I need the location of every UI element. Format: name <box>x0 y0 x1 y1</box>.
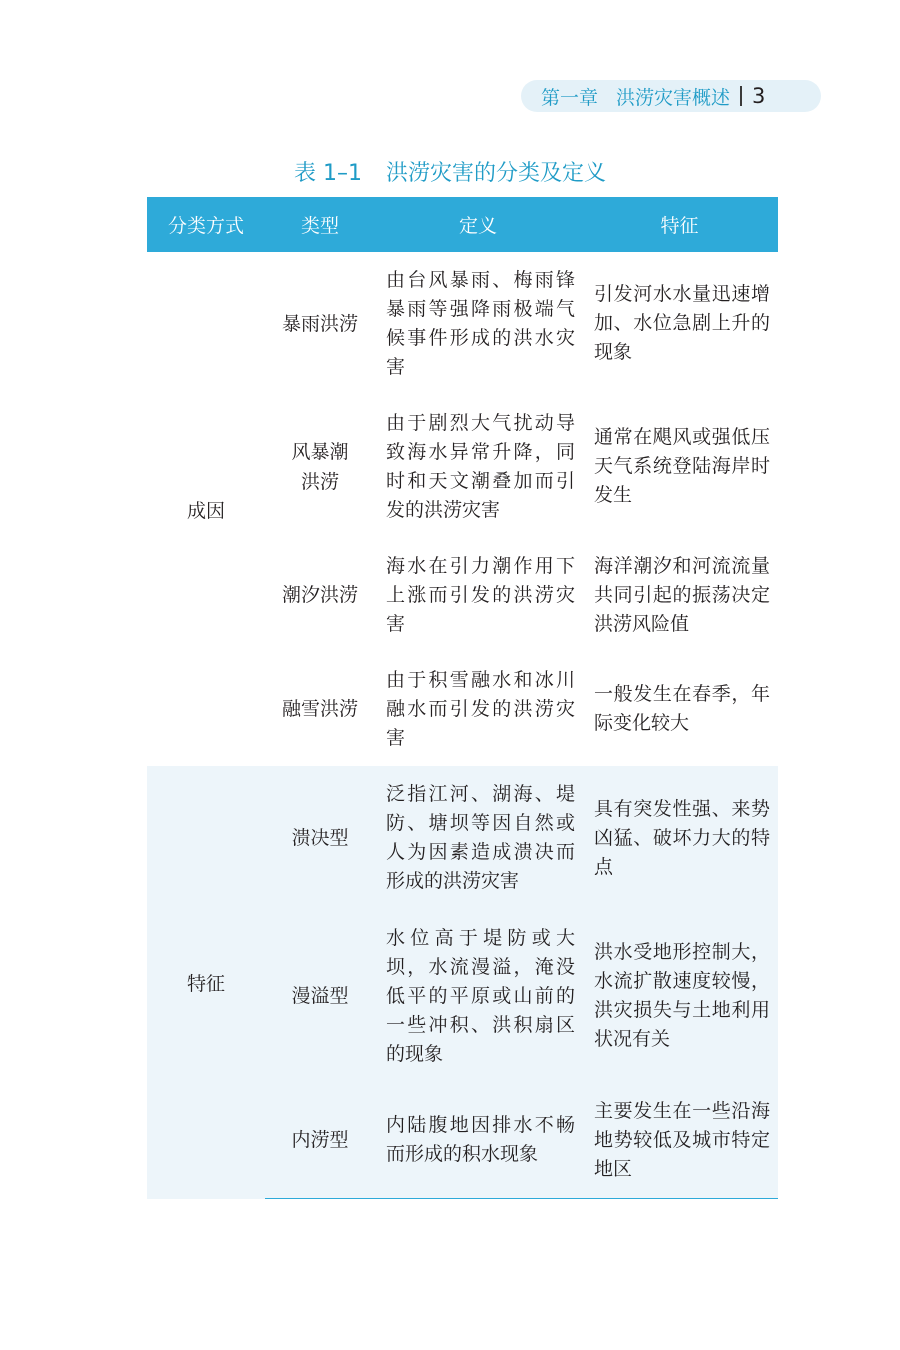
feature-cell: 引发河水水量迅速增加、水位急剧上升的现象 <box>594 283 770 363</box>
running-header <box>521 80 821 112</box>
column-header-feature: 特征 <box>581 197 778 252</box>
chapter-title: 洪涝灾害概述 <box>616 86 731 109</box>
type-cell: 暴雨洪涝 <box>281 312 358 335</box>
column-header-type: 类型 <box>265 197 375 252</box>
page-number: 3 <box>752 84 766 108</box>
definition-cell: 由于积雪融水和冰川融水而引发的洪涝灾害 <box>386 668 575 749</box>
header-divider <box>740 86 742 106</box>
feature-cell: 具有突发性强、来势凶猛、破坏力大的特点 <box>581 766 778 910</box>
type-cell-line: 洪涝 <box>300 470 339 493</box>
definition-cell: 泛指江河、湖海、堤防、塘坝等因自然或人为因素造成溃决而形成的洪涝灾害 <box>375 766 581 910</box>
table-number: 表 1–1 <box>293 161 362 186</box>
type-cell: 溃决型 <box>265 766 375 910</box>
table-row <box>147 252 778 395</box>
table-caption <box>0 156 900 187</box>
type-cell-line: 风暴潮 <box>291 440 349 463</box>
type-cell: 漫溢型 <box>265 910 375 1082</box>
column-header-definition: 定义 <box>375 197 581 252</box>
definition-cell: 由于剧烈大气扰动导致海水异常升降，同时和天文潮叠加而引发的洪涝灾害 <box>386 411 575 521</box>
type-cell: 内涝型 <box>265 1082 375 1199</box>
feature-cell: 通常在飓风或强低压天气系统登陆海岸时发生 <box>594 426 770 506</box>
table-row <box>147 766 778 910</box>
group-label-cause: 成因 <box>186 499 225 522</box>
feature-cell: 海洋潮汐和河流流量共同引起的振荡决定洪涝风险值 <box>594 554 770 635</box>
flood-classification-table <box>147 197 778 1199</box>
feature-cell: 一般发生在春季，年际变化较大 <box>594 683 770 734</box>
definition-cell: 水位高于堤防或大坝，水流漫溢，淹没低平的平原或山前的一些冲积、洪积扇区的现象 <box>375 910 581 1082</box>
table-header-row <box>147 197 778 252</box>
column-header-method: 分类方式 <box>147 197 265 252</box>
feature-cell: 主要发生在一些沿海地势较低及城市特定地区 <box>581 1082 778 1199</box>
feature-cell: 洪水受地形控制大，水流扩散速度较慢，洪灾损失与土地利用状况有关 <box>581 910 778 1082</box>
table-title: 洪涝灾害的分类及定义 <box>385 161 606 186</box>
type-cell: 融雪洪涝 <box>281 698 358 720</box>
definition-cell: 内陆腹地因排水不畅而形成的积水现象 <box>375 1082 581 1199</box>
definition-cell: 由台风暴雨、梅雨锋暴雨等强降雨极端气候事件形成的洪水灾害 <box>386 268 575 378</box>
definition-cell: 海水在引力潮作用下上涨而引发的洪涝灾害 <box>386 554 575 635</box>
group-label-trait: 特征 <box>147 766 265 1199</box>
type-cell: 潮汐洪涝 <box>281 584 358 606</box>
type-cell <box>265 395 375 538</box>
chapter-label: 第一章 <box>541 86 599 109</box>
